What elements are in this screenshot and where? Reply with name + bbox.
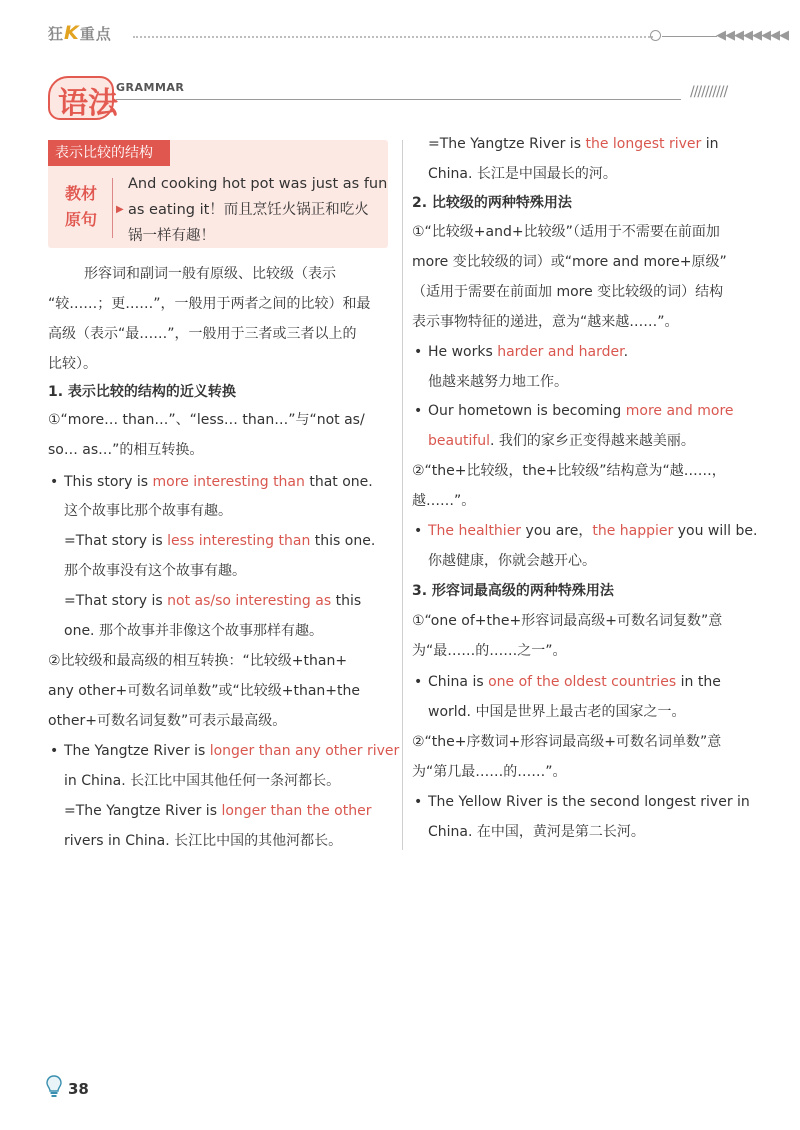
- lightbulb-icon: [44, 1074, 64, 1098]
- example-sentence: beautiful. 我们的家乡正变得越来越美丽。: [428, 433, 695, 449]
- section-slashes-ornament: //////////: [690, 84, 728, 100]
- rule-text: ①“比较级+and+比较级”（适用于不需要在前面加: [412, 224, 720, 240]
- page-number: 38: [68, 1080, 89, 1098]
- rule-text: ①“more… than…”、“less… than…”与“not as/: [48, 412, 365, 428]
- rule-text: so… as…”的相互转换。: [48, 442, 204, 458]
- example-sentence: =That story is less interesting than this one.: [64, 533, 376, 549]
- example-translation: rivers in China. 长江比中国的其他河都长。: [64, 833, 343, 849]
- section-subtitle: GRAMMAR: [116, 81, 185, 94]
- example-translation: 你越健康，你就会越开心。: [428, 553, 596, 569]
- example-translation: world. 中国是世界上最古老的国家之一。: [428, 704, 686, 720]
- rule-text: 为“最……的……之一”。: [412, 643, 567, 659]
- rule-text: ②“the+序数词+形容词最高级+可数名词单数”意: [412, 734, 722, 750]
- heading-2: 2. 比较级的两种特殊用法: [412, 195, 572, 211]
- bullet-icon: •: [414, 344, 423, 360]
- section-title: 语法: [58, 86, 118, 121]
- intro-line: “较……；更……”，一般用于两者之间的比较）和最: [48, 296, 371, 312]
- example-sentence: =The Yangtze River is longer than the other: [64, 803, 372, 819]
- rule-text: other+可数名词复数”可表示最高级。: [48, 713, 287, 729]
- example-translation: 他越来越努力地工作。: [428, 374, 568, 390]
- rule-text: ①“one of+the+形容词最高级+可数名词复数”意: [412, 613, 723, 629]
- example-sentence: The Yangtze River is longer than any other river: [64, 743, 400, 759]
- heading-3: 3. 形容词最高级的两种特殊用法: [412, 583, 614, 599]
- example-sentence: He works harder and harder.: [428, 344, 629, 360]
- example-translation: China. 长江是中国最长的河。: [428, 166, 617, 182]
- top-circle-ornament: [650, 30, 661, 41]
- intro-line: 比较）。: [48, 356, 97, 372]
- top-dotted-rule: [133, 36, 653, 38]
- rule-text: 为“第几最……的……”。: [412, 764, 567, 780]
- rule-text: 表示事物特征的递进，意为“越来越……”。: [412, 314, 679, 330]
- bullet-icon: •: [414, 674, 423, 690]
- box-separator: [112, 178, 113, 238]
- rule-text: （适用于需要在前面加 more 变比较级的词）结构: [412, 284, 724, 300]
- intro-line: 高级（表示“最……”，一般用于三者或三者以上的: [48, 326, 357, 342]
- example-sentence: =The Yangtze River is the longest river in: [428, 136, 719, 152]
- rule-text: any other+可数名词单数”或“比较级+than+the: [48, 683, 360, 699]
- top-solid-rule: [662, 36, 717, 37]
- example-sentence: The healthier you are，the happier you will be.: [428, 523, 758, 539]
- example-sentence: =That story is not as/so interesting as this: [64, 593, 362, 609]
- book-logo: 狂K重点: [48, 22, 112, 44]
- textbook-source-tag: 教材 原句: [64, 184, 97, 229]
- intro-line: 形容词和副词一般有原级、比较级（表示: [84, 266, 336, 282]
- box-sentence-line: as eating it！而且烹饪火锅正和吃火: [128, 202, 369, 218]
- heading-1: 1. 表示比较的结构的近义转换: [48, 384, 236, 400]
- rule-text: more 变比较级的词）或“more and more+原级”: [412, 254, 727, 270]
- bullet-icon: •: [50, 474, 59, 490]
- top-arrows-ornament: ◀◀◀◀◀◀◀◀: [716, 28, 788, 43]
- box-sentence-line: And cooking hot pot was just as fun: [128, 176, 388, 192]
- example-sentence: China is one of the oldest countries in the: [428, 674, 721, 690]
- structure-box-label: 表示比较的结构: [48, 140, 170, 166]
- example-sentence: This story is more interesting than that one.: [64, 474, 373, 490]
- rule-text: ②“the+比较级，the+比较级”结构意为“越……，: [412, 463, 726, 479]
- bullet-icon: •: [414, 794, 423, 810]
- bullet-icon: •: [414, 403, 423, 419]
- bullet-icon: •: [50, 743, 59, 759]
- section-rule: [116, 99, 681, 100]
- example-translation: one. 那个故事并非像这个故事那样有趣。: [64, 623, 323, 639]
- bullet-icon: •: [414, 523, 423, 539]
- rule-text: 越……”。: [412, 493, 476, 509]
- box-sentence-line: 锅一样有趣！: [128, 228, 215, 244]
- example-sentence: Our hometown is becoming more and more: [428, 403, 734, 419]
- example-translation: China. 在中国，黄河是第二长河。: [428, 824, 645, 840]
- bullet-icon: ▶: [116, 204, 124, 215]
- example-translation: 那个故事没有这个故事有趣。: [64, 563, 246, 579]
- example-translation: 这个故事比那个故事有趣。: [64, 503, 232, 519]
- column-divider: [402, 140, 403, 850]
- rule-text: ②比较级和最高级的相互转换：“比较级+than+: [48, 653, 348, 669]
- example-sentence: The Yellow River is the second longest river in: [428, 794, 750, 810]
- example-translation: in China. 长江比中国其他任何一条河都长。: [64, 773, 341, 789]
